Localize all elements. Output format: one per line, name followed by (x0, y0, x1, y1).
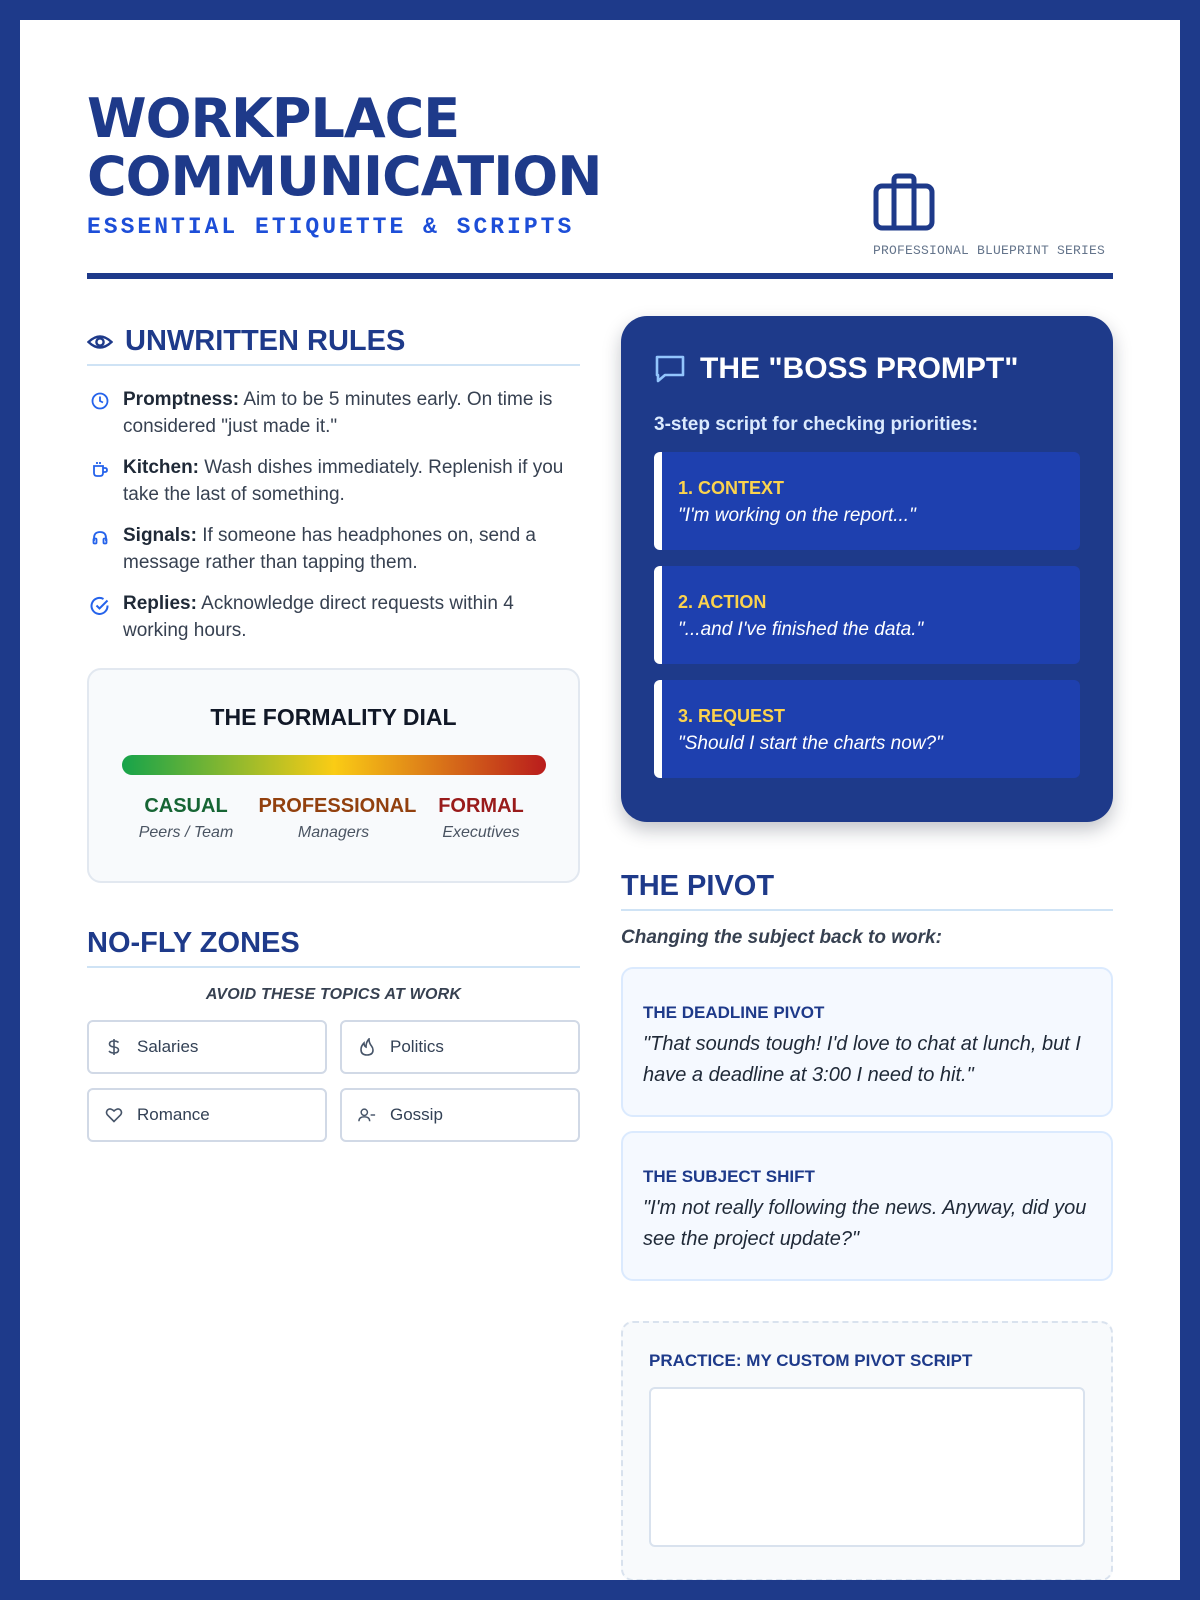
pivot-card-deadline (621, 967, 1113, 1117)
check-circle-icon (87, 596, 113, 616)
level-audience: Managers (297, 824, 370, 841)
level-name: FORMAL (438, 795, 524, 817)
rules-list (87, 386, 580, 644)
boss-prompt-subtitle: 3-step script for checking priorities: (654, 414, 979, 435)
practice-section (621, 1321, 1113, 1580)
page-header (87, 87, 1113, 300)
user-minus-icon (358, 1107, 376, 1123)
topic-label: Romance (137, 1105, 210, 1124)
topic-grid (87, 1020, 580, 1142)
script-step-action (654, 566, 1080, 664)
right-column (621, 316, 1113, 1580)
pivot-card-quote: "That sounds tough! I'd love to chat at lunch, but I have a deadline at 3:00 I need to hit." (643, 1033, 1081, 1086)
header-divider (87, 273, 1113, 279)
pivot-card-label: THE DEADLINE PIVOT (643, 1003, 825, 1022)
chat-bubble-icon (654, 354, 686, 384)
step-quote: "Should I start the charts now?" (678, 733, 943, 754)
page-title: WORKPLACE COMMUNICATION (87, 87, 602, 208)
boss-prompt-card (621, 316, 1113, 822)
topic-label: Gossip (390, 1105, 443, 1124)
pivot-card-subject-shift (621, 1131, 1113, 1281)
unwritten-rules-heading (87, 325, 580, 366)
script-step-context (654, 452, 1080, 550)
topic-gossip (340, 1088, 580, 1142)
topic-politics (340, 1020, 580, 1074)
topic-romance (87, 1088, 327, 1142)
level-audience: Executives (442, 824, 520, 841)
worksheet-page (20, 20, 1180, 1580)
rule-text: Wash dishes immediately. Replenish if you take the last of something. (123, 457, 564, 505)
level-name: PROFESSIONAL (258, 795, 417, 817)
rule-item-promptness (87, 386, 580, 440)
topic-salaries (87, 1020, 327, 1074)
formality-level-casual (114, 795, 259, 842)
mug-icon (87, 460, 113, 478)
rule-label: Replies: (123, 593, 197, 614)
rule-item-signals (87, 522, 580, 576)
pivot-card-label: THE SUBJECT SHIFT (643, 1167, 815, 1186)
pivot-card-quote: "I'm not really following the news. Anyway, did you see the project update?" (643, 1197, 1087, 1250)
rule-label: Kitchen: (123, 457, 199, 478)
rule-item-replies (87, 590, 580, 644)
rule-text: Aim to be 5 minutes early. On time is considered "just made it." (123, 389, 553, 437)
step-label: 2. ACTION (678, 592, 767, 612)
rule-label: Signals: (123, 525, 197, 546)
no-fly-zones-section (87, 927, 580, 1142)
pivot-section (621, 870, 1113, 1281)
level-name: CASUAL (144, 795, 228, 817)
unwritten-rules-section (87, 325, 580, 644)
boss-prompt-heading (654, 352, 1080, 386)
no-fly-zones-subtitle: AVOID THESE TOPICS AT WORK (205, 986, 462, 1003)
script-step-request (654, 680, 1080, 778)
rule-item-kitchen (87, 454, 580, 508)
formality-dial-title: THE FORMALITY DIAL (210, 704, 457, 730)
formality-dial-card (87, 668, 580, 883)
step-quote: "...and I've finished the data." (678, 619, 924, 640)
practice-label: PRACTICE: MY CUSTOM PIVOT SCRIPT (649, 1351, 973, 1370)
clock-icon (87, 392, 113, 410)
no-fly-zones-heading: NO-FLY ZONES (87, 927, 580, 968)
heart-icon (105, 1107, 123, 1123)
unwritten-rules-title: UNWRITTEN RULES (125, 325, 406, 357)
rule-text: Acknowledge direct requests within 4 working hours. (123, 593, 514, 641)
step-label: 1. CONTEXT (678, 478, 785, 498)
briefcase-icon (873, 173, 935, 231)
rule-label: Promptness: (123, 389, 240, 410)
formality-levels (114, 795, 554, 842)
step-quote: "I'm working on the report..." (678, 505, 916, 526)
formality-level-professional (258, 795, 417, 842)
pivot-subtitle: Changing the subject back to work: (621, 927, 942, 948)
rule-text: If someone has headphones on, send a message rather than tapping them. (123, 525, 536, 573)
custom-pivot-script-input[interactable] (649, 1387, 1085, 1547)
series-label: PROFESSIONAL BLUEPRINT SERIES (873, 243, 1106, 258)
page-subtitle: ESSENTIAL ETIQUETTE & SCRIPTS (87, 214, 575, 240)
topic-label: Salaries (137, 1037, 199, 1056)
dollar-icon (105, 1038, 123, 1056)
headphones-icon (87, 528, 113, 546)
pivot-heading: THE PIVOT (621, 870, 1113, 911)
formality-level-formal (409, 795, 554, 842)
boss-prompt-title: THE "BOSS PROMPT" (700, 352, 1019, 385)
flame-icon (358, 1038, 376, 1056)
level-audience: Peers / Team (138, 824, 234, 841)
eye-icon (87, 333, 113, 351)
topic-label: Politics (390, 1037, 444, 1056)
formality-gradient-bar (122, 755, 546, 775)
left-column (87, 325, 580, 1142)
step-label: 3. REQUEST (678, 706, 786, 726)
